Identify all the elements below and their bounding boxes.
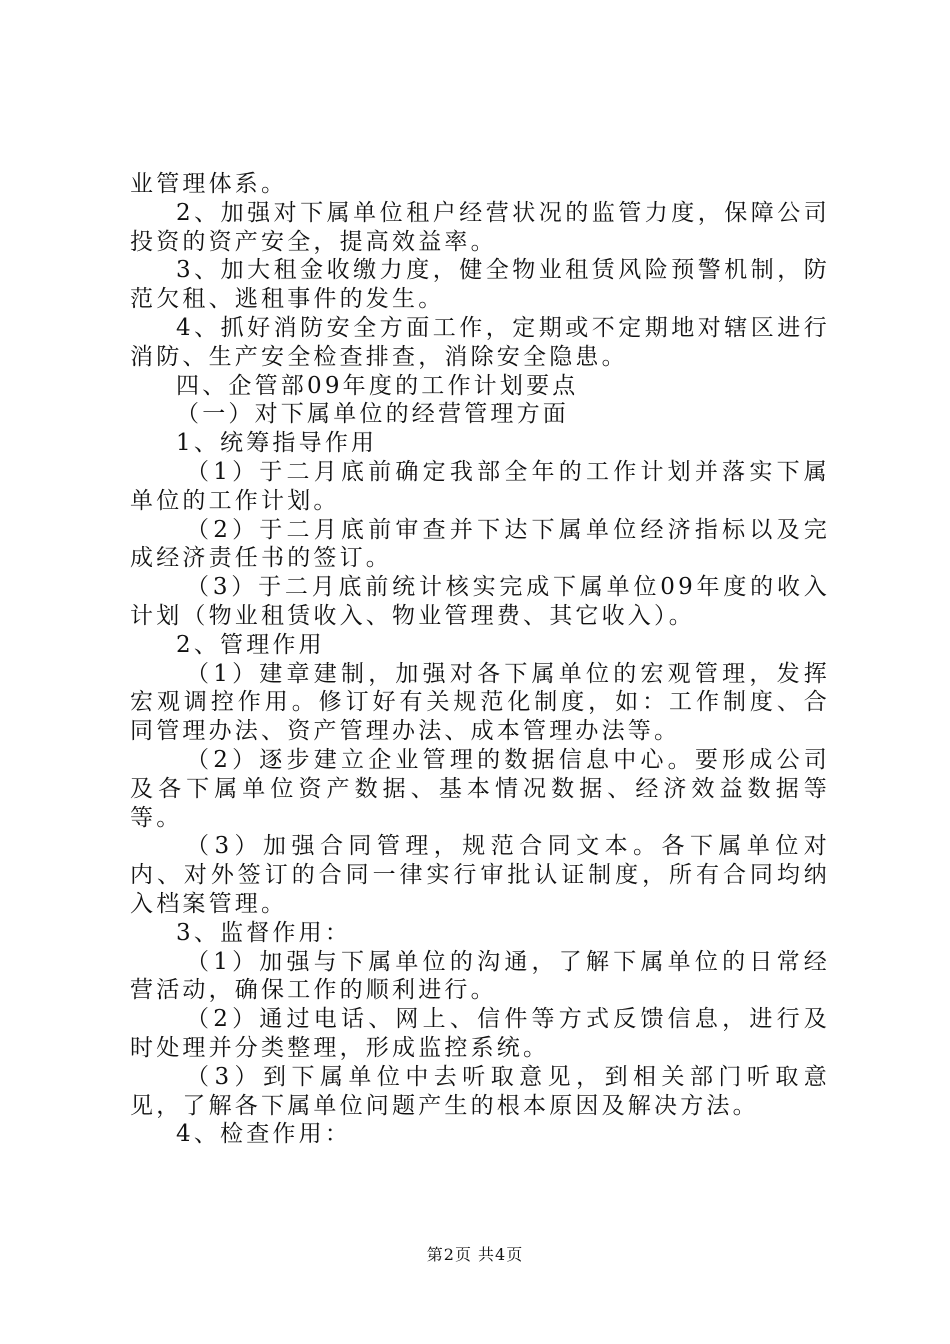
paragraph-3-2: （2）通过电话、网上、信件等方式反馈信息，进行及时处理并分类整理，形成监控系统。 bbox=[130, 1006, 830, 1061]
paragraph-3-1: （1）加强与下属单位的沟通，了解下属单位的日常经营活动，确保工作的顺利进行。 bbox=[130, 948, 830, 1004]
subsection-heading-1: （一）对下属单位的经营管理方面 bbox=[176, 401, 569, 428]
paragraph-0: 业管理体系。 bbox=[130, 171, 288, 197]
item-heading-4: 4、检查作用： bbox=[176, 1121, 352, 1148]
section-heading-4: 四、企管部09年度的工作计划要点 bbox=[176, 372, 579, 399]
item-heading-3: 3、监督作用： bbox=[176, 919, 352, 946]
paragraph-1: 2、加强对下属单位租户经营状况的监管力度，保障公司投资的资产安全，提高效益率。 bbox=[130, 199, 830, 255]
paragraph-1-2: （2）于二月底前审查并下达下属单位经济指标以及完成经济责任书的签订。 bbox=[130, 516, 830, 572]
paragraph-3: 4、抓好消防安全方面工作，定期或不定期地对辖区进行消防、生产安全检查排查，消除安全隐患。 bbox=[130, 314, 830, 370]
paragraph-3-3: （3）到下属单位中去听取意见，到相关部门听取意见，了解各下属单位问题产生的根本原因及解决方法。 bbox=[130, 1063, 830, 1119]
item-heading-2: 2、管理作用 bbox=[176, 631, 325, 658]
paragraph-1-3: （3）于二月底前统计核实完成下属单位09年度的收入计划（物业租赁收入、物业管理费、其它收入）。 bbox=[130, 574, 830, 629]
paragraph-2-3: （3）加强合同管理，规范合同文本。各下属单位对内、对外签订的合同一律实行审批认证制度，所有合同均纳入档案管理。 bbox=[130, 833, 830, 917]
paragraph-2-2: （2）逐步建立企业管理的数据信息中心。要形成公司及各下属单位资产数据、基本情况数据、经济效益数据等等。 bbox=[130, 746, 830, 831]
paragraph-2: 3、加大租金收缴力度，健全物业租赁风险预警机制，防范欠租、逃租事件的发生。 bbox=[130, 257, 830, 313]
document-body bbox=[130, 170, 830, 1149]
paragraph-1-1: （1）于二月底前确定我部全年的工作计划并落实下属单位的工作计划。 bbox=[130, 458, 830, 514]
page-number-footer: 第2页 共4页 bbox=[426, 1245, 524, 1264]
item-heading-1: 1、统筹指导作用 bbox=[176, 430, 378, 457]
paragraph-2-1: （1）建章建制，加强对各下属单位的宏观管理，发挥宏观调控作用。修订好有关规范化制度，如：工作制度、合同管理办法、资产管理办法、成本管理办法等。 bbox=[130, 660, 830, 745]
